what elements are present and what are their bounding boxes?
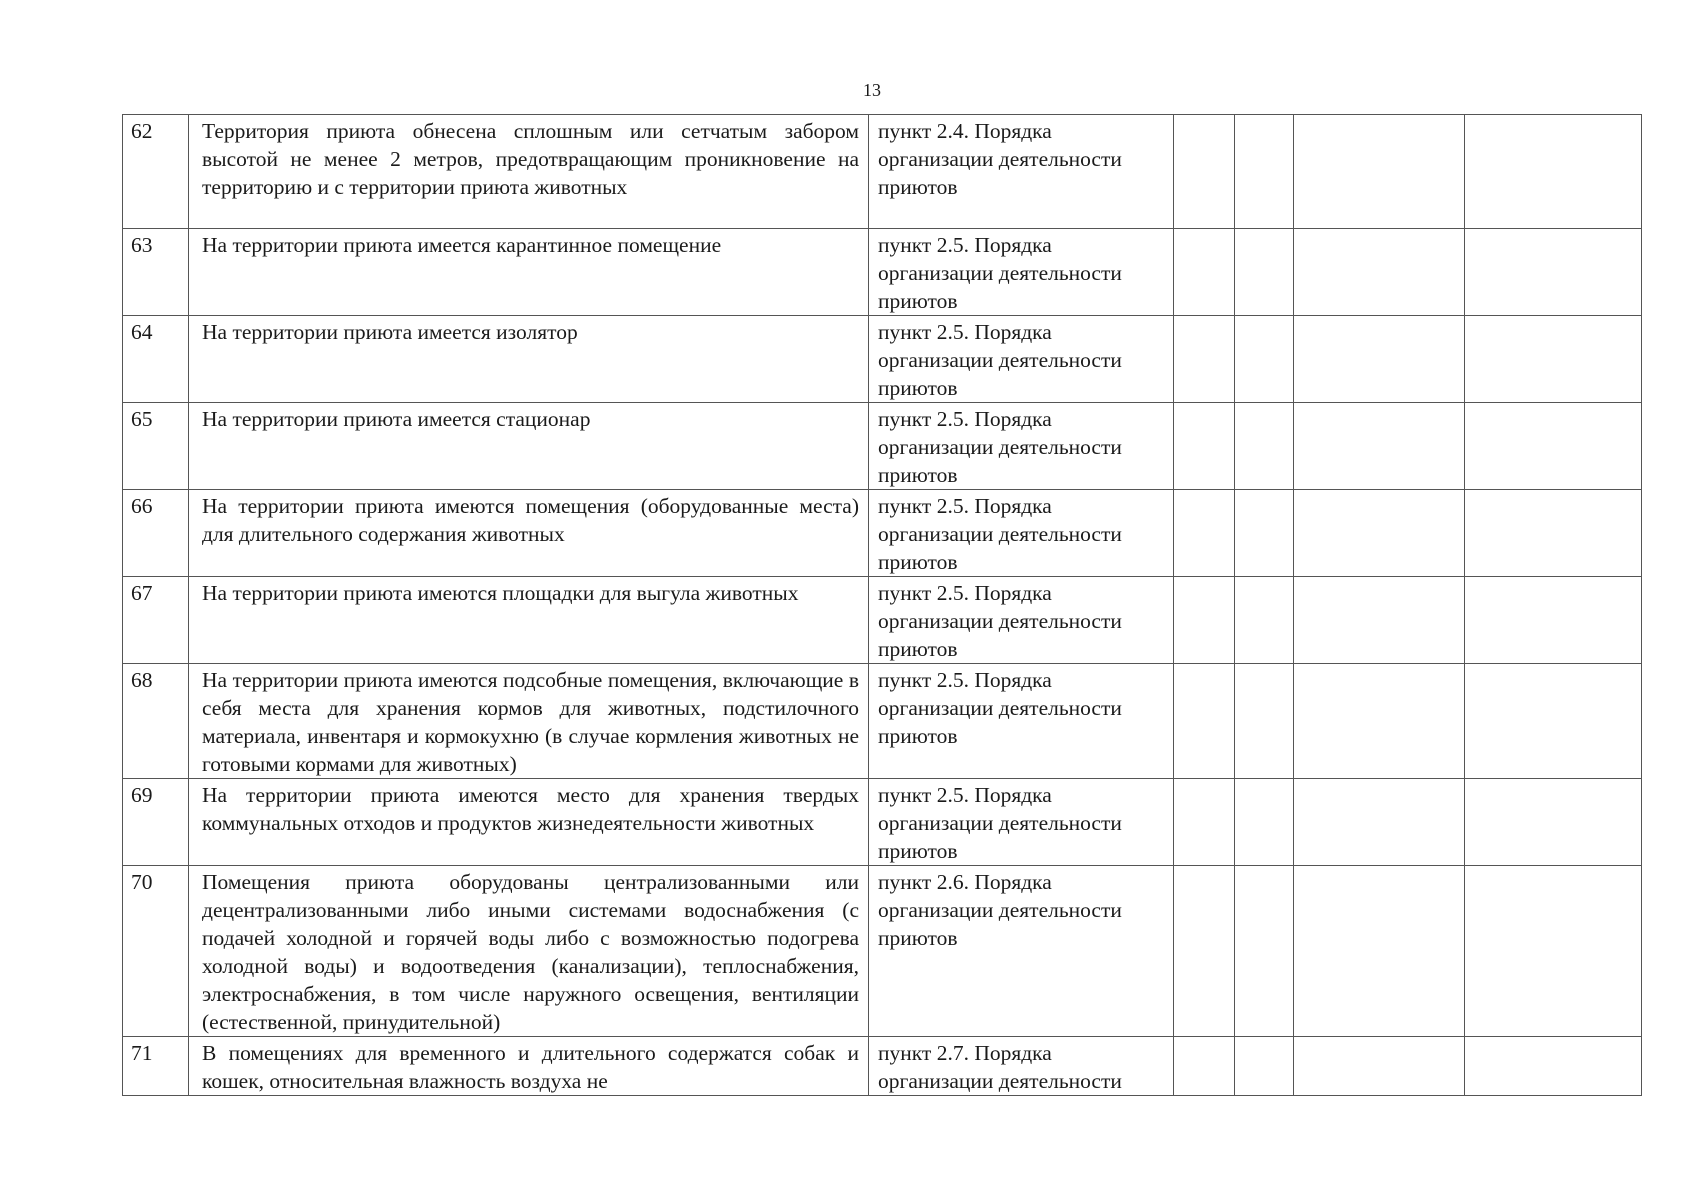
note-cell[interactable] <box>1465 779 1642 866</box>
answer-yes-cell[interactable] <box>1174 490 1235 577</box>
answer-na-cell[interactable] <box>1294 316 1465 403</box>
reference-cell <box>869 779 1174 866</box>
reference-line-3: приютов <box>878 175 958 199</box>
reference-line-2: организации деятельности <box>878 696 1122 720</box>
reference-cell <box>869 490 1174 577</box>
reference-line-1: пункт 2.5. Порядка <box>878 581 1052 605</box>
requirement-text: Помещения приюта оборудованы централизованными или децентрализованными либо иными системами водоснабжения (с подачей холодной и горячей воды либо с возможностью подогрева холодной воды) и водоотведения (канализации), теплоснабжения, электроснабжения, в том числе наружного освещения, вентиляции (естественной, принудительной) <box>202 870 859 1034</box>
row-number: 65 <box>131 407 153 431</box>
reference-line-1: пункт 2.5. Порядка <box>878 783 1052 807</box>
requirement-cell <box>189 403 869 490</box>
reference-line-2: организации деятельности <box>878 811 1122 835</box>
row-number-cell <box>123 316 189 403</box>
requirement-text: На территории приюта имеются площадки для выгула животных <box>202 581 799 605</box>
answer-na-cell[interactable] <box>1294 115 1465 229</box>
answer-yes-cell[interactable] <box>1174 664 1235 779</box>
answer-no-cell[interactable] <box>1235 316 1294 403</box>
row-number-cell <box>123 577 189 664</box>
row-number: 66 <box>131 494 153 518</box>
answer-na-cell[interactable] <box>1294 490 1465 577</box>
reference-cell <box>869 866 1174 1037</box>
requirement-text: Территория приюта обнесена сплошным или сетчатым забором высотой не менее 2 метров, предотвращающим проникновение на территорию и с территории приюта животных <box>202 119 859 199</box>
answer-yes-cell[interactable] <box>1174 866 1235 1037</box>
answer-yes-cell[interactable] <box>1174 779 1235 866</box>
reference-cell <box>869 229 1174 316</box>
note-cell[interactable] <box>1465 403 1642 490</box>
row-number: 63 <box>131 233 153 257</box>
reference-cell <box>869 316 1174 403</box>
row-number: 62 <box>131 119 153 143</box>
reference-line-3: приютов <box>878 724 958 748</box>
table-row <box>123 490 1642 577</box>
answer-na-cell[interactable] <box>1294 403 1465 490</box>
requirement-text: На территории приюта имеется стационар <box>202 407 591 431</box>
table-row <box>123 779 1642 866</box>
table-row <box>123 115 1642 229</box>
answer-na-cell[interactable] <box>1294 664 1465 779</box>
row-number-cell <box>123 229 189 316</box>
table-row <box>123 229 1642 316</box>
requirement-cell <box>189 1037 869 1096</box>
reference-line-3: приютов <box>878 289 958 313</box>
requirement-cell <box>189 115 869 229</box>
reference-line-1: пункт 2.5. Порядка <box>878 668 1052 692</box>
reference-line-2: организации деятельности <box>878 898 1122 922</box>
reference-line-2: организации деятельности <box>878 147 1122 171</box>
table-row <box>123 664 1642 779</box>
answer-no-cell[interactable] <box>1235 115 1294 229</box>
answer-yes-cell[interactable] <box>1174 115 1235 229</box>
requirement-cell <box>189 229 869 316</box>
table-row <box>123 577 1642 664</box>
table-row <box>123 1037 1642 1096</box>
row-number: 69 <box>131 783 153 807</box>
note-cell[interactable] <box>1465 316 1642 403</box>
row-number-cell <box>123 866 189 1037</box>
row-number-cell <box>123 490 189 577</box>
table-body <box>123 115 1642 1096</box>
checklist-table <box>122 114 1642 1096</box>
answer-no-cell[interactable] <box>1235 229 1294 316</box>
answer-no-cell[interactable] <box>1235 779 1294 866</box>
note-cell[interactable] <box>1465 866 1642 1037</box>
reference-line-1: пункт 2.6. Порядка <box>878 870 1052 894</box>
requirement-text: На территории приюта имеется карантинное помещение <box>202 233 722 257</box>
reference-line-2: организации деятельности <box>878 348 1122 372</box>
requirement-text: В помещениях для временного и длительного содержатся собак и кошек, относительная влажность воздуха не <box>202 1041 859 1093</box>
answer-no-cell[interactable] <box>1235 866 1294 1037</box>
requirement-text: На территории приюта имеется изолятор <box>202 320 578 344</box>
reference-line-2: организации деятельности <box>878 1069 1122 1093</box>
requirement-text: На территории приюта имеются подсобные помещения, включающие в себя места для хранения кормов для животных, подстилочного материала, инвентаря и кормокухню (в случае кормления животных не готовыми кормами для животных) <box>202 668 859 776</box>
row-number-cell <box>123 1037 189 1096</box>
note-cell[interactable] <box>1465 115 1642 229</box>
reference-line-1: пункт 2.5. Порядка <box>878 407 1052 431</box>
answer-na-cell[interactable] <box>1294 577 1465 664</box>
note-cell[interactable] <box>1465 664 1642 779</box>
requirement-cell <box>189 577 869 664</box>
requirement-cell <box>189 490 869 577</box>
row-number: 67 <box>131 581 153 605</box>
requirement-cell <box>189 779 869 866</box>
answer-yes-cell[interactable] <box>1174 577 1235 664</box>
answer-na-cell[interactable] <box>1294 229 1465 316</box>
reference-line-3: приютов <box>878 376 958 400</box>
row-number: 68 <box>131 668 153 692</box>
reference-cell <box>869 403 1174 490</box>
reference-line-3: приютов <box>878 839 958 863</box>
table-row <box>123 316 1642 403</box>
reference-line-1: пункт 2.5. Порядка <box>878 494 1052 518</box>
note-cell[interactable] <box>1465 229 1642 316</box>
reference-cell <box>869 115 1174 229</box>
reference-line-2: организации деятельности <box>878 435 1122 459</box>
answer-yes-cell[interactable] <box>1174 403 1235 490</box>
answer-na-cell[interactable] <box>1294 1037 1465 1096</box>
reference-line-2: организации деятельности <box>878 261 1122 285</box>
row-number: 70 <box>131 870 153 894</box>
reference-cell <box>869 1037 1174 1096</box>
answer-na-cell[interactable] <box>1294 779 1465 866</box>
reference-line-2: организации деятельности <box>878 522 1122 546</box>
reference-line-1: пункт 2.5. Порядка <box>878 233 1052 257</box>
answer-no-cell[interactable] <box>1235 490 1294 577</box>
requirement-text: На территории приюта имеются помещения (оборудованные места) для длительного содержания животных <box>202 494 859 546</box>
note-cell[interactable] <box>1465 577 1642 664</box>
row-number-cell <box>123 403 189 490</box>
reference-cell <box>869 577 1174 664</box>
reference-line-3: приютов <box>878 463 958 487</box>
answer-yes-cell[interactable] <box>1174 316 1235 403</box>
row-number: 71 <box>131 1041 153 1065</box>
answer-no-cell[interactable] <box>1235 1037 1294 1096</box>
answer-yes-cell[interactable] <box>1174 1037 1235 1096</box>
table-row <box>123 866 1642 1037</box>
reference-line-3: приютов <box>878 926 958 950</box>
reference-line-3: приютов <box>878 550 958 574</box>
note-cell[interactable] <box>1465 1037 1642 1096</box>
reference-cell <box>869 664 1174 779</box>
reference-line-1: пункт 2.7. Порядка <box>878 1041 1052 1065</box>
requirement-cell <box>189 664 869 779</box>
row-number-cell <box>123 779 189 866</box>
row-number-cell <box>123 664 189 779</box>
reference-line-2: организации деятельности <box>878 609 1122 633</box>
reference-line-3: приютов <box>878 637 958 661</box>
requirement-cell <box>189 866 869 1037</box>
page-number: 13 <box>863 80 881 100</box>
answer-no-cell[interactable] <box>1235 577 1294 664</box>
reference-line-1: пункт 2.5. Порядка <box>878 320 1052 344</box>
row-number: 64 <box>131 320 153 344</box>
answer-no-cell[interactable] <box>1235 664 1294 779</box>
answer-na-cell[interactable] <box>1294 866 1465 1037</box>
requirement-cell <box>189 316 869 403</box>
reference-line-1: пункт 2.4. Порядка <box>878 119 1052 143</box>
answer-no-cell[interactable] <box>1235 403 1294 490</box>
note-cell[interactable] <box>1465 490 1642 577</box>
requirement-text: На территории приюта имеются место для хранения твердых коммунальных отходов и продуктов жизнедеятельности животных <box>202 783 859 835</box>
row-number-cell <box>123 115 189 229</box>
table-row <box>123 403 1642 490</box>
answer-yes-cell[interactable] <box>1174 229 1235 316</box>
